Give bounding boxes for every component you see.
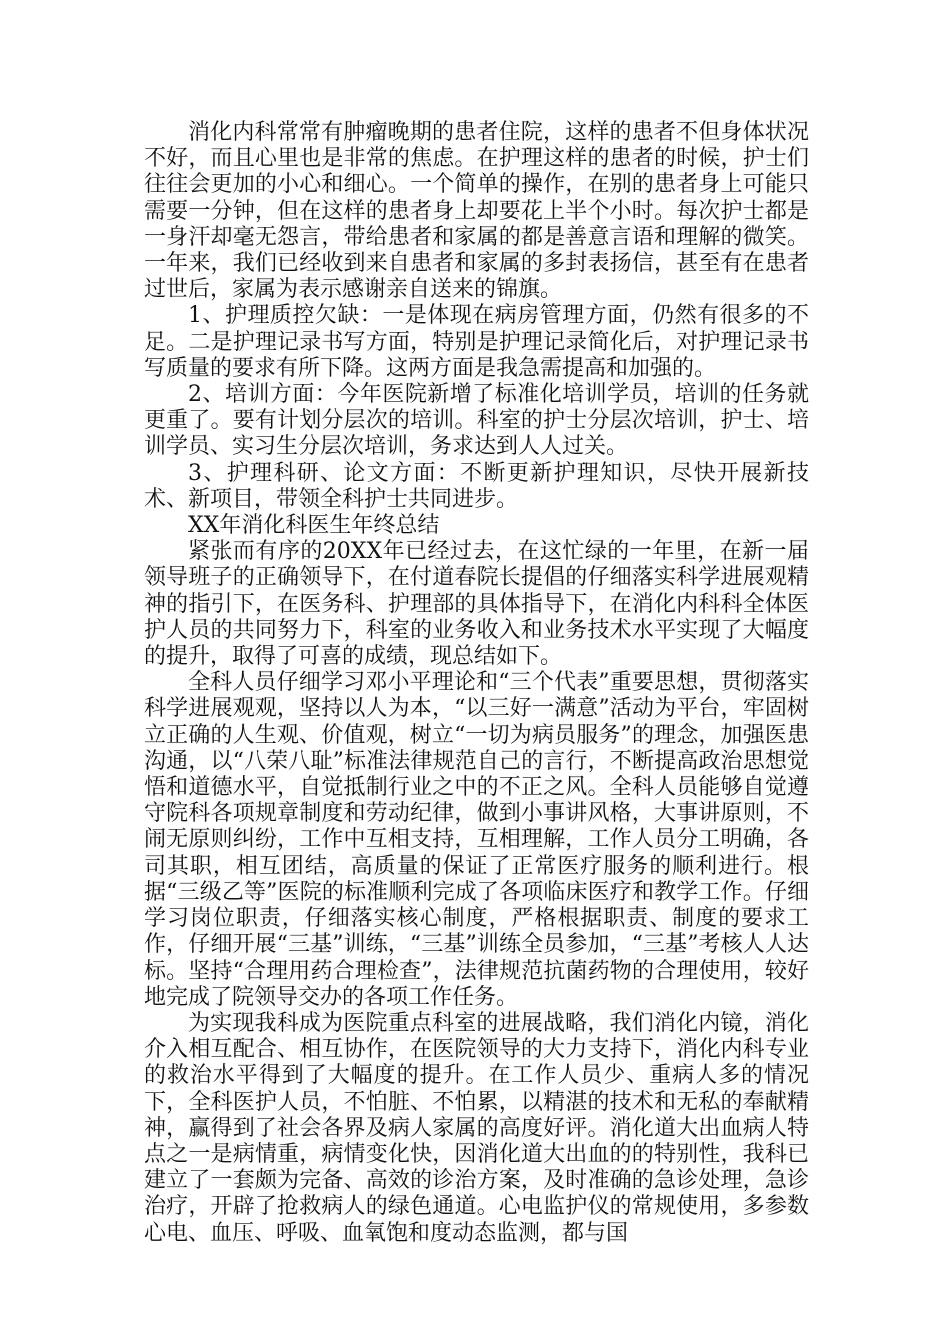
section-heading: XX年消化科医生年终总结 [188,513,440,539]
paragraph-quality-control: 1、护理质控欠缺：一是体现在病房管理方面，仍然有很多的不足。二是护理记录书写方面，特别是护理记录简化后，对护理记录书写质量的要求有所下降。这两方面是我急需提高和加强的。 [144,303,809,381]
paragraph-patient-care: 消化内科常常有肿瘤晚期的患者住院，这样的患者不但身体状况不好，而且心里也是非常的焦虑。在护理这样的患者的时候，护士们往往会更加的小心和细心。一个简单的操作，在别的患者身上可能只需要一分钟，但在这样的患者身上却要花上半个小时。每次护士都是一身汗却毫无怨言，带给患者和家属的都是善意言语和理解的微笑。一年来，我们已经收到来自患者和家属的多封表扬信，甚至有在患者过世后，家属为表示感谢亲自送来的锦旗。 [144,120,809,303]
document-body [144,120,809,1247]
paragraph-intro: 紧张而有序的20XX年已经过去，在这忙绿的一年里，在新一届领导班子的正确领导下，在付道春院长提倡的仔细落实科学进展观精神的指引下，在医务科、护理部的具体指导下，在消化内科科全体医护人员的共同努力下，科室的业务收入和业务技术水平实现了大幅度的提升，取得了可喜的成绩，现总结如下。 [144,539,809,670]
paragraph-research: 3、护理科研、论文方面：不断更新护理知识，尽快开展新技术、新项目，带领全科护士共同进步。 [144,460,809,512]
paragraph-development: 为实现我科成为医院重点科室的进展战略，我们消化内镜，消化介入相互配合、相互协作，在医院领导的大力支持下，消化内科专业的救治水平得到了大幅度的提升。在工作人员少、重病人多的情况下，全科医护人员，不怕脏、不怕累，以精湛的技术和无私的奉献精神，赢得到了社会各界及病人家属的高度好评。消化道大出血病人特点之一是病情重，病情变化快，因消化道大出血的的特别性，我科已建立了一套颇为完备、高效的诊治方案，及时准确的急诊处理，急诊治疗，开辟了抢救病人的绿色通道。心电监护仪的常规使用，多参数心电、血压、呼吸、血氧饱和度动态监测，都与国 [144,1010,809,1246]
paragraph-study: 全科人员仔细学习邓小平理论和“三个代表”重要思想，贯彻落实科学进展观观，坚持以人为本，“以三好一满意”活动为平台，牢固树立正确的人生观、价值观，树立“一切为病员服务”的理念，加强医患沟通，以“八荣八耻”标准法律规范自己的言行，不断提高政治思想觉悟和道德水平，自觉抵制行业之中的不正之风。全科人员能够自觉遵守院科各项规章制度和劳动纪律，做到小事讲风格，大事讲原则，不闹无原则纠纷，工作中互相支持，互相理解，工作人员分工明确，各司其职，相互团结，高质量的保证了正常医疗服务的顺利进行。根据“三级乙等”医院的标准顺利完成了各项临床医疗和教学工作。仔细学习岗位职责，仔细落实核心制度，严格根据职责、制度的要求工作，仔细开展“三基”训练，“三基”训练全员参加，“三基”考核人人达标。坚持“合理用药合理检查”，法律规范抗菌药物的合理使用，较好地完成了院领导交办的各项工作任务。 [144,670,809,1010]
paragraph-training: 2、培训方面：今年医院新增了标准化培训学员，培训的任务就更重了。要有计划分层次的培训。科室的护士分层次培训，护士、培训学员、实习生分层次培训，务求达到人人过关。 [144,382,809,460]
